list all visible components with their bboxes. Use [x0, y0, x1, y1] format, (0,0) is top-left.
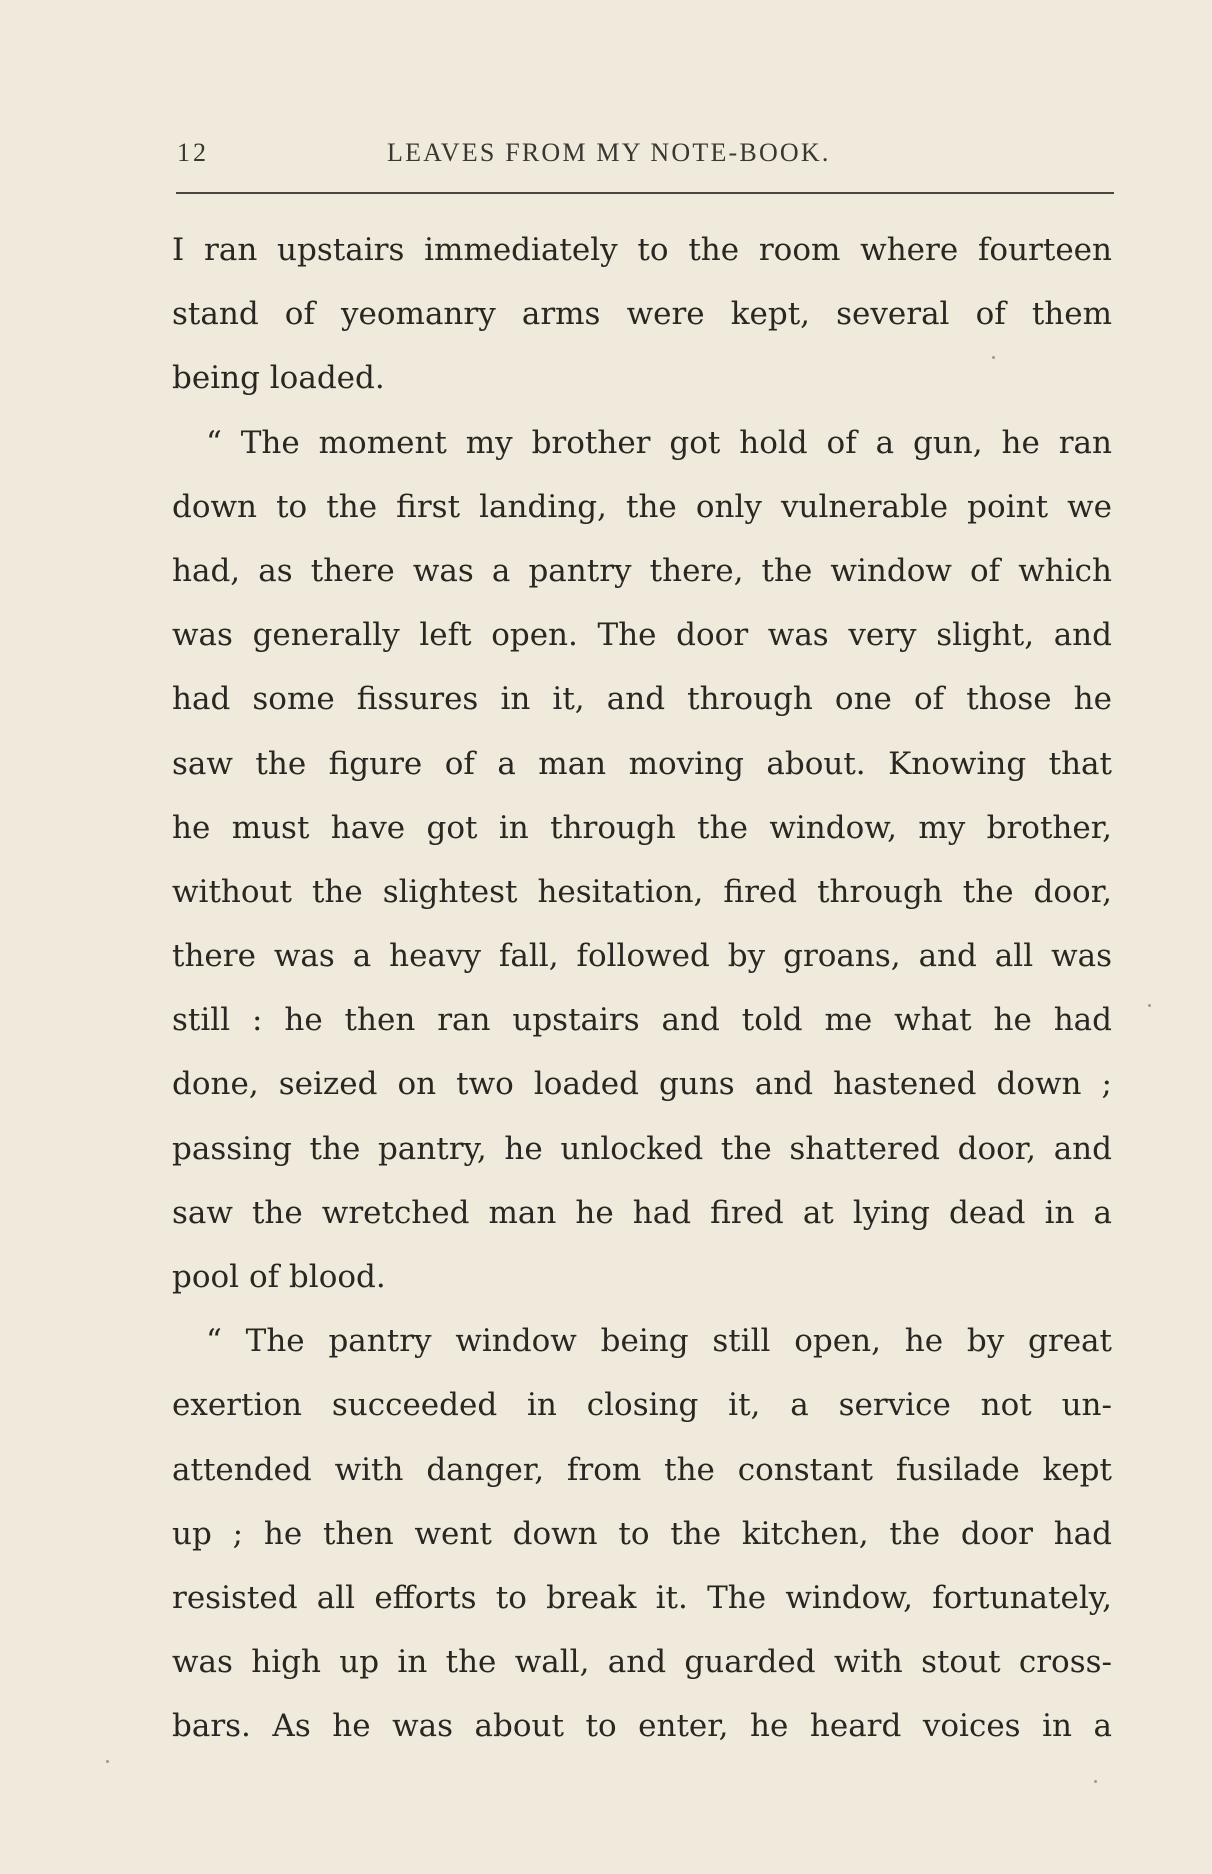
- text-line: saw the figure of a man moving about. Knowing that: [172, 745, 1112, 782]
- text-line: “ The moment my brother got hold of a gun, he ran: [206, 424, 1112, 461]
- text-line: exertion succeeded in closing it, a service not un-: [172, 1387, 1112, 1424]
- text-line: up ; he then went down to the kitchen, the door had: [172, 1515, 1112, 1552]
- page-number: 12: [177, 138, 209, 167]
- text-line: had some fissures in it, and through one of those he: [172, 681, 1112, 718]
- text-line: attended with danger, from the constant fusilade kept: [172, 1451, 1112, 1488]
- paper-speck: [106, 1760, 109, 1763]
- text-line: “ The pantry window being still open, he by great: [206, 1323, 1112, 1360]
- text-line: I ran upstairs immediately to the room where fourteen: [172, 232, 1112, 268]
- text-line: down to the first landing, the only vulnerable point we: [172, 488, 1112, 525]
- text-line: being loaded.: [172, 360, 385, 397]
- paper-speck: [1148, 1004, 1151, 1007]
- text-line: done, seized on two loaded guns and hastened down ;: [172, 1066, 1112, 1103]
- header-rule: [176, 192, 1114, 194]
- text-line: pool of blood.: [172, 1259, 386, 1295]
- paper-speck: [1094, 1780, 1097, 1783]
- text-line: saw the wretched man he had fired at lying dead in a: [172, 1194, 1112, 1231]
- body-text: [172, 218, 1112, 1759]
- running-title: LEAVES FROM MY NOTE-BOOK.: [387, 138, 831, 167]
- text-line: still : he then ran upstairs and told me what he had: [172, 1002, 1112, 1039]
- paper-speck: [992, 356, 995, 359]
- text-line: stand of yeomanry arms were kept, several of them: [172, 296, 1112, 333]
- text-line: had, as there was a pantry there, the window of which: [172, 552, 1112, 589]
- text-line: he must have got in through the window, my brother,: [172, 809, 1112, 846]
- text-line: without the slightest hesitation, fired through the door,: [172, 873, 1112, 910]
- text-line: was high up in the wall, and guarded with stout cross-: [172, 1644, 1112, 1681]
- text-line: resisted all efforts to break it. The window, fortunately,: [172, 1579, 1112, 1616]
- text-line: passing the pantry, he unlocked the shattered door, and: [172, 1130, 1112, 1167]
- running-head: [172, 138, 1116, 178]
- text-line: there was a heavy fall, followed by groans, and all was: [172, 938, 1112, 975]
- text-line: bars. As he was about to enter, he heard voices in a: [172, 1708, 1112, 1745]
- text-line: was generally left open. The door was very slight, and: [172, 617, 1112, 654]
